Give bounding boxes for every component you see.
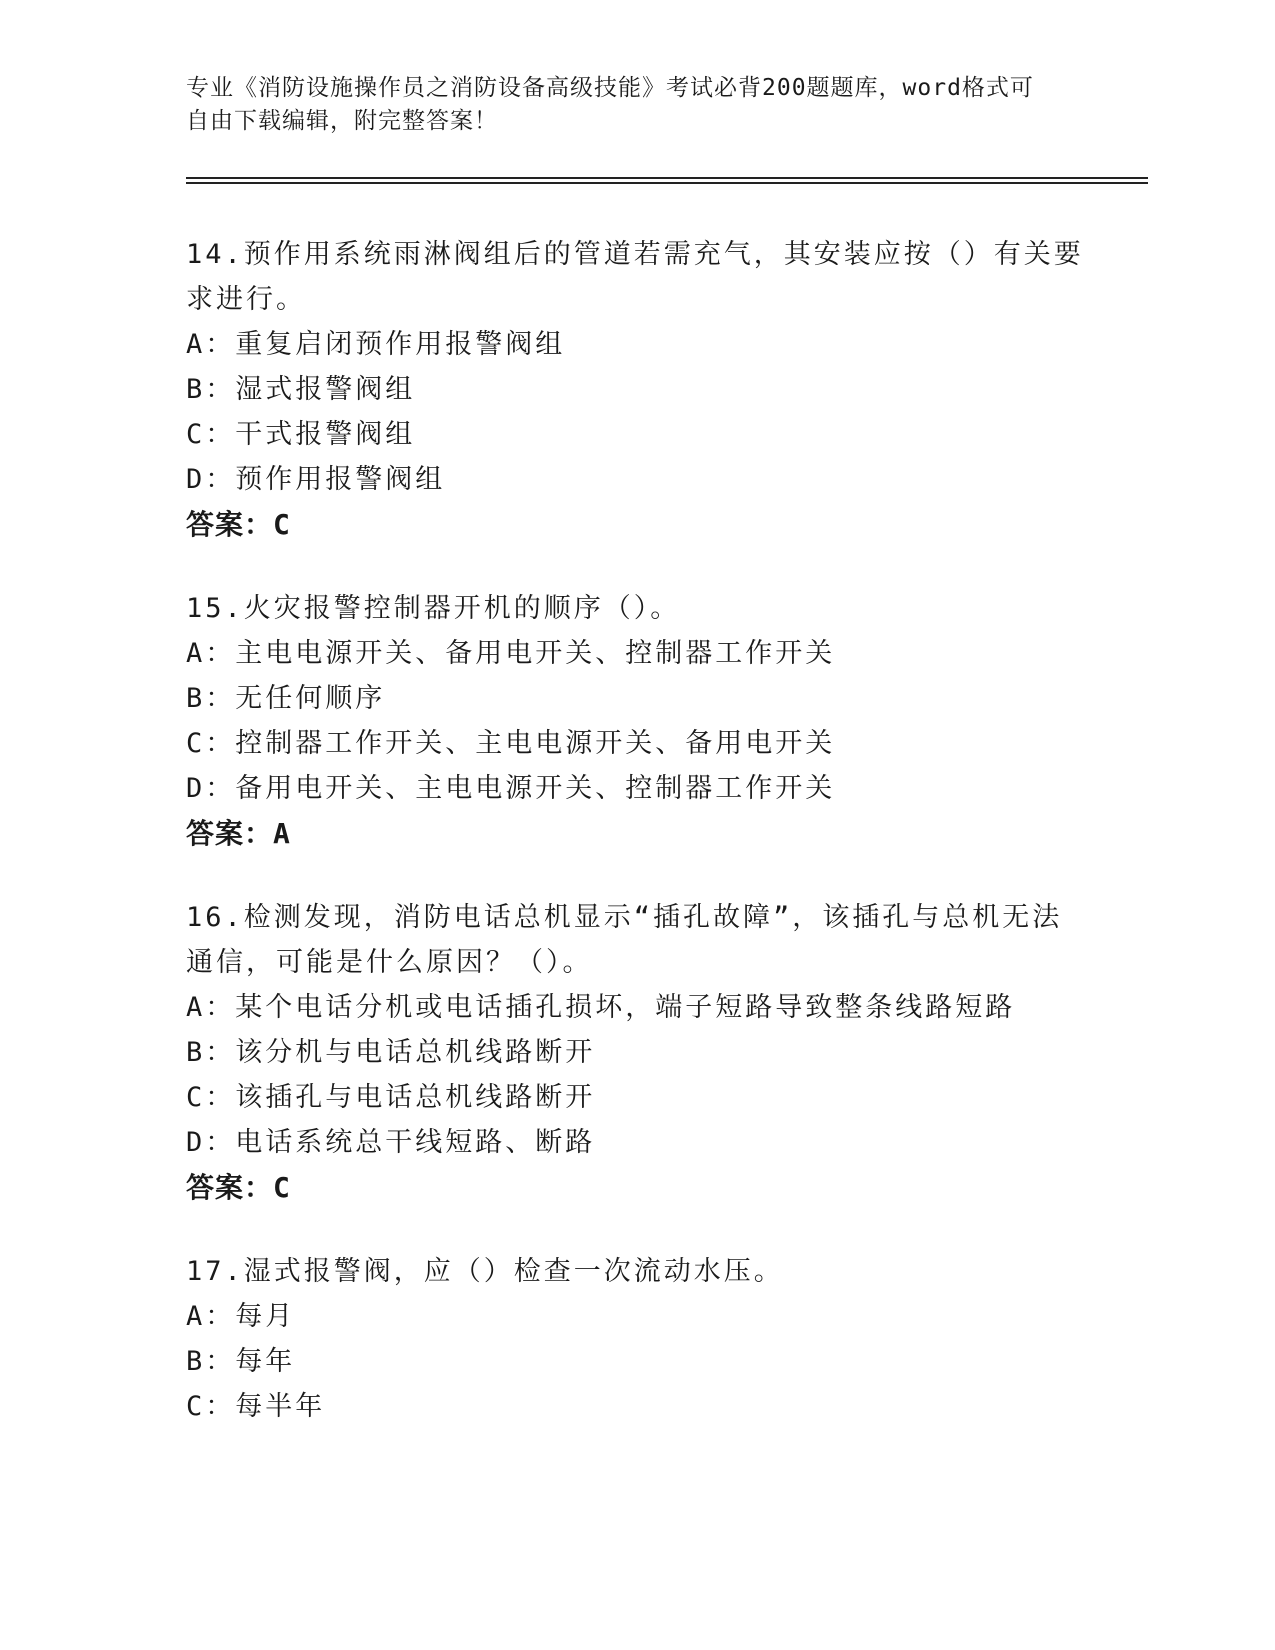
option-b: B：湿式报警阀组 xyxy=(186,374,416,405)
option-a: A：主电电源开关、备用电开关、控制器工作开关 xyxy=(186,638,836,669)
question-14 xyxy=(186,232,1086,548)
answer: 答案：A xyxy=(186,817,291,850)
option-b: B：无任何顺序 xyxy=(186,683,386,714)
question-text: 14.预作用系统雨淋阀组后的管道若需充气，其安装应按（）有关要求进行。 xyxy=(186,239,1084,315)
header-divider-bottom xyxy=(186,182,1148,184)
option-c: C：该插孔与电话总机线路断开 xyxy=(186,1082,596,1113)
question-text: 16.检测发现，消防电话总机显示“插孔故障”，该插孔与总机无法通信，可能是什么原因？（）。 xyxy=(186,902,1063,978)
answer: 答案：C xyxy=(186,1171,291,1204)
header-line-2: 自由下载编辑，附完整答案！ xyxy=(186,108,498,134)
option-a: A：每月 xyxy=(186,1301,296,1332)
option-c: C：每半年 xyxy=(186,1391,326,1422)
header-divider-top xyxy=(186,177,1148,179)
question-15 xyxy=(186,586,1086,857)
document-header xyxy=(186,72,1086,138)
option-c: C：干式报警阀组 xyxy=(186,419,416,450)
question-list xyxy=(186,232,1086,1467)
question-16 xyxy=(186,895,1086,1211)
question-text: 15.火灾报警控制器开机的顺序（）。 xyxy=(186,593,681,624)
question-text: 17.湿式报警阀，应（）检查一次流动水压。 xyxy=(186,1256,784,1287)
option-d: D：预作用报警阀组 xyxy=(186,464,446,495)
option-c: C：控制器工作开关、主电电源开关、备用电开关 xyxy=(186,728,836,759)
option-b: B：每年 xyxy=(186,1346,296,1377)
option-b: B：该分机与电话总机线路断开 xyxy=(186,1037,596,1068)
answer: 答案：C xyxy=(186,508,291,541)
option-a: A：某个电话分机或电话插孔损坏，端子短路导致整条线路短路 xyxy=(186,992,1016,1023)
option-d: D：电话系统总干线短路、断路 xyxy=(186,1127,596,1158)
header-line-1: 专业《消防设施操作员之消防设备高级技能》考试必背200题题库，word格式可 xyxy=(186,75,1034,101)
question-17 xyxy=(186,1249,1086,1429)
option-a: A：重复启闭预作用报警阀组 xyxy=(186,329,566,360)
option-d: D：备用电开关、主电电源开关、控制器工作开关 xyxy=(186,773,836,804)
